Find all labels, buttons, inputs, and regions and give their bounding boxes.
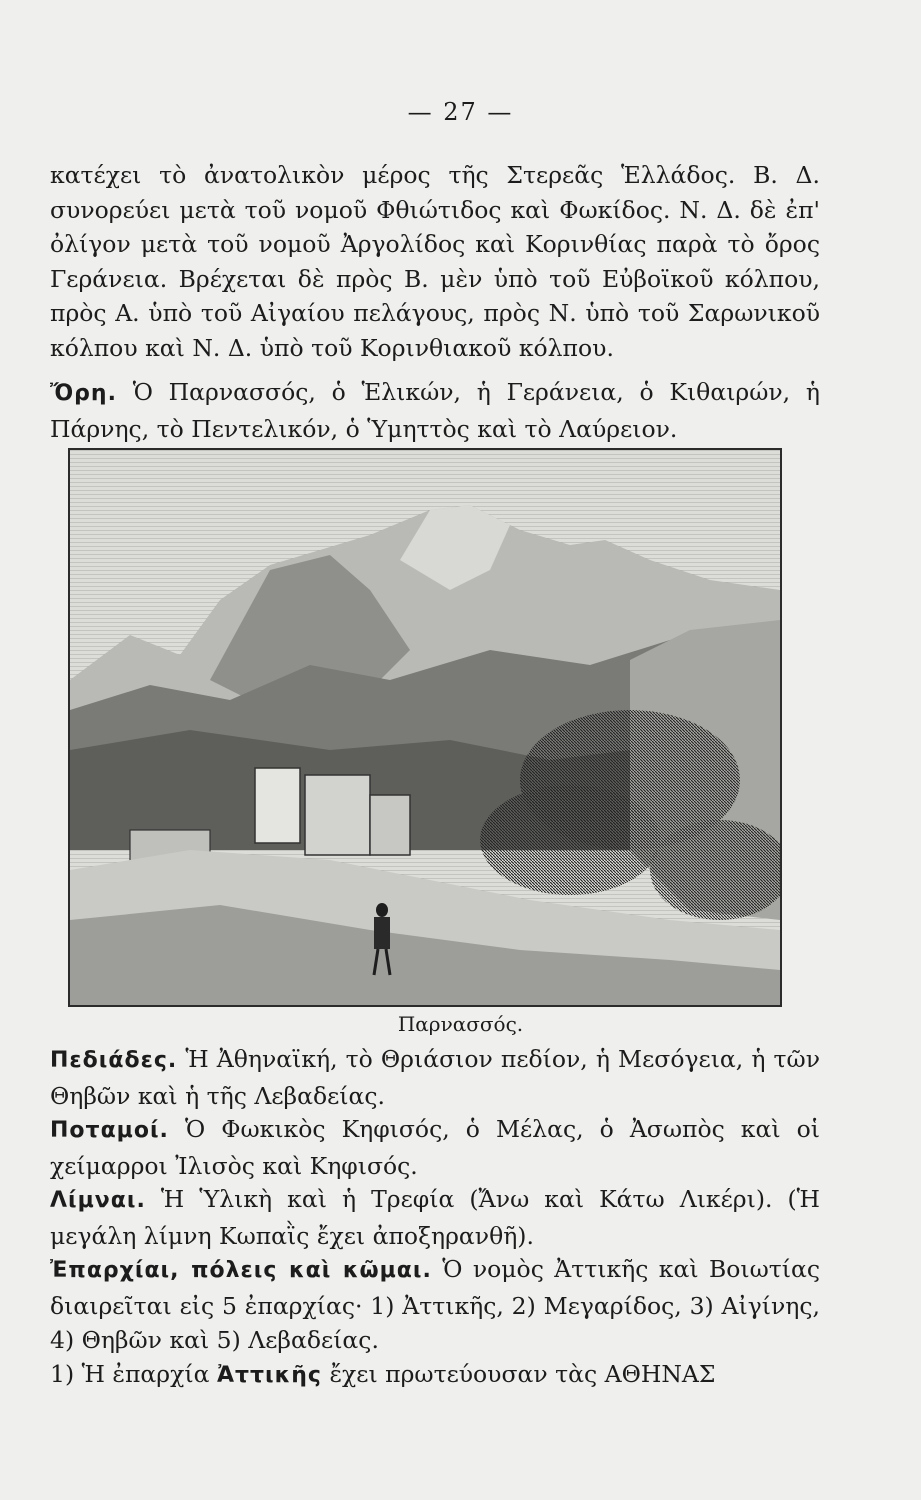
lakes-text: Ἡ Ὑλικὴ καὶ ἡ Τρεφία (Ἄνω καὶ Κάτω Λικέρι). (Ἡ μεγάλη λίμνη Κωπαῒς ἔχει ἀποξηρανθῆ). [50, 1185, 820, 1250]
parnassus-engraving [68, 448, 782, 1007]
last-line [50, 1357, 820, 1394]
lakes-paragraph [50, 1182, 820, 1253]
provinces-paragraph [50, 1252, 820, 1358]
plains-heading: Πεδιάδες. [50, 1048, 178, 1073]
last-line-prefix: 1) Ἡ ἐπαρχία [50, 1360, 210, 1388]
page-number: — 27 — [407, 98, 514, 126]
attica-heading: Ἀττικῆς [216, 1363, 322, 1388]
intro-paragraph: κατέχει τὸ ἀνατολικὸν μέρος τῆς Στερεᾶς Ἑλλάδος. Β. Δ. συνορεύει μετὰ τοῦ νομοῦ Φθιώτιδος καὶ Φωκίδος. Ν. Δ. δὲ ἐπ' ὀλίγον μετὰ τοῦ νομοῦ Ἀργολίδος καὶ Κορινθίας παρὰ τὸ ὄρος Γεράνεια. Βρέχεται δὲ πρὸς Β. μὲν ὑπὸ τοῦ Εὐβοϊκοῦ κόλπου, πρὸς Α. ὑπὸ τοῦ Αἰγαίου πελάγους, πρὸς Ν. ὑπὸ τοῦ Σαρωνικοῦ κόλπου καὶ Ν. Δ. ὑπὸ τοῦ Κορινθιακοῦ κόλπου. [50, 161, 820, 362]
rivers-paragraph [50, 1112, 820, 1183]
mountains-text: Ὁ Παρνασσός, ὁ Ἑλικών, ἡ Γεράνεια, ὁ Κιθαιρών, ἡ Πάρνης, τὸ Πεντελικόν, ὁ Ὑμηττὸς καὶ τὸ Λαύρειον. [50, 378, 820, 443]
figure-caption: Παρνασσός. [397, 1012, 524, 1036]
last-line-suffix: ἔχει πρωτεύουσαν τὰς ΑΘΗΝΑΣ [329, 1360, 716, 1388]
mountains-heading: Ὄρη. [50, 381, 117, 406]
rivers-heading: Ποταμοί. [50, 1118, 169, 1143]
provinces-text: Ὁ νομὸς Ἀττικῆς καὶ Βοιωτίας διαιρεῖται εἰς 5 ἐπαρχίας· 1) Ἀττικῆς, 2) Μεγαρίδος, 3) Αἰγίνης, 4) Θηβῶν καὶ 5) Λεβαδείας. [50, 1255, 820, 1355]
plains-paragraph [50, 1042, 820, 1113]
mountains-paragraph [50, 375, 820, 446]
provinces-heading: Ἐπαρχίαι, πόλεις καὶ κῶμαι. [50, 1258, 432, 1283]
rivers-text: Ὁ Φωκικὸς Κηφισός, ὁ Μέλας, ὁ Ἀσωπὸς καὶ οἱ χείμαρροι Ἰλισὸς καὶ Κηφισός. [50, 1115, 820, 1180]
plains-text: Ἡ Ἀθηναϊκή, τὸ Θριάσιον πεδίον, ἡ Μεσόγεια, ἡ τῶν Θηβῶν καὶ ἡ τῆς Λεβαδείας. [50, 1045, 820, 1110]
lakes-heading: Λίμναι. [50, 1188, 146, 1213]
